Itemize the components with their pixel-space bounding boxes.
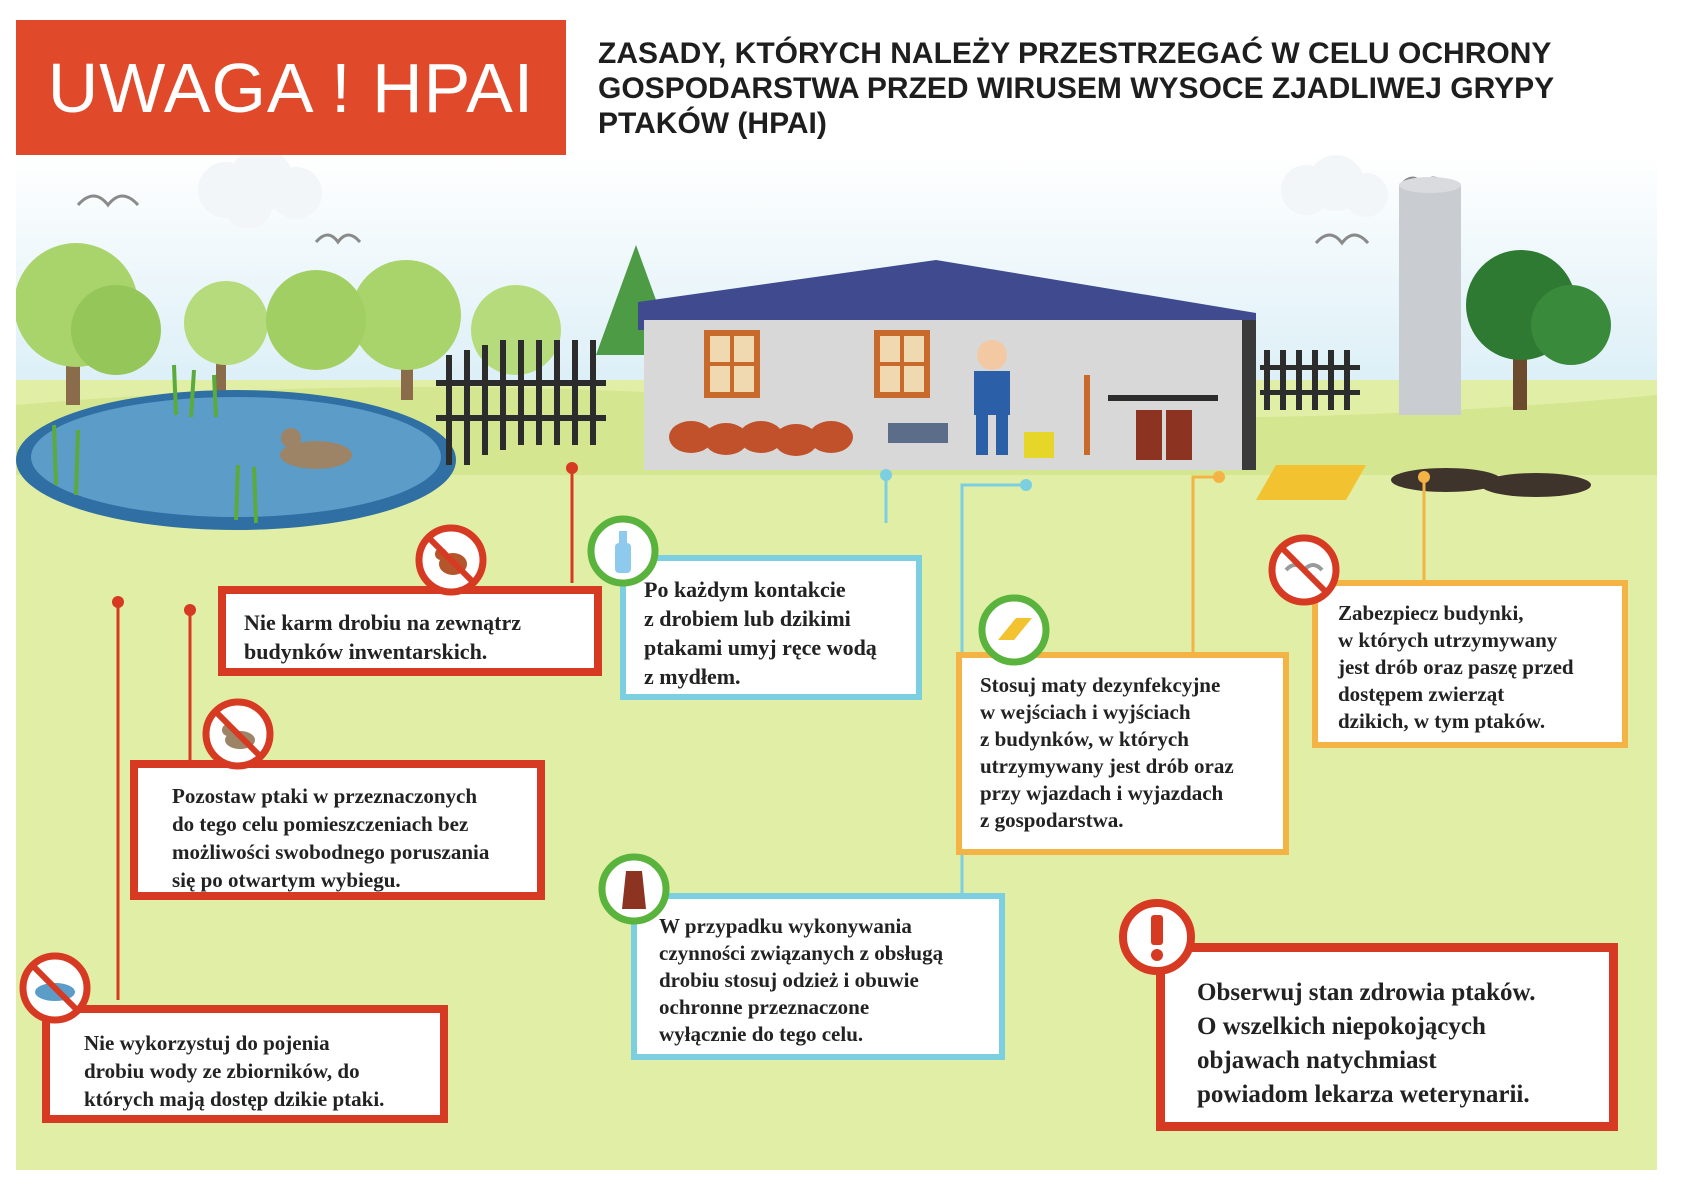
rule-no-outdoor-feeding (218, 586, 602, 676)
rule-clothing-line-4: ochronne przeznaczone (659, 995, 870, 1019)
rule-observe-line-4: powiadom lekarza weterynarii. (1197, 1081, 1530, 1108)
rule-water-line-2: drobiu wody ze zbiorników, do (84, 1059, 360, 1083)
apron-icon (596, 851, 672, 927)
silo (1399, 177, 1461, 415)
rule-mats-line-3: z budynków, w których (980, 727, 1189, 751)
rule-observe-line-2: O wszelkich niepokojących (1197, 1013, 1486, 1040)
rule-mats-line-1: Stosuj maty dezynfekcyjne (980, 673, 1221, 697)
no-bird-icon (1266, 532, 1342, 608)
banner-title: UWAGA ! HPAI (47, 48, 535, 127)
rule-housing-line-4: się po otwartym wybiegu. (172, 868, 401, 892)
rule-clothing-line-5: wyłącznie do tego celu. (659, 1022, 864, 1046)
rule-no-wild-water (42, 1005, 448, 1123)
chickens (669, 421, 853, 456)
no-chicken-icon (413, 522, 489, 598)
rule-secure-line-5: dzikich, w tym ptaków. (1338, 709, 1546, 733)
rule-mats-line-5: przy wjazdach i wyjazdach (980, 781, 1224, 805)
rule-housing-line-2: do tego celu pomieszczeniach bez (172, 812, 469, 836)
title-line-2: GOSPODARSTWA PRZED WIRUSEM WYSOCE ZJADLIWEJ GRYPY (598, 72, 1555, 105)
rule-secure-line-3: jest drób oraz paszę przed (1338, 655, 1574, 679)
rule-clothing-line-2: czynności związanych z obsługą (659, 941, 944, 965)
no-water-icon (17, 950, 93, 1026)
soap-bottle-icon (585, 513, 661, 589)
rule-clothing-line-3: drobiu stosuj odzież i obuwie (659, 968, 919, 992)
rule-mats-line-4: utrzymywany jest drób oraz (980, 754, 1234, 778)
rule-keep-birds-indoors (130, 760, 545, 900)
title-line-1: ZASADY, KTÓRYCH NALEŻY PRZESTRZEGAĆ W CELU OCHRONY (598, 37, 1552, 70)
rule-feeding-line-2: budynków inwentarskich. (244, 639, 488, 664)
rule-secure-line-4: dostępem zwierząt (1338, 682, 1505, 706)
rule-housing-line-1: Pozostaw ptaki w przeznaczonych (172, 784, 478, 808)
rule-protective-clothing (631, 893, 1005, 1060)
rule-water-line-1: Nie wykorzystuj do pojenia (84, 1031, 330, 1055)
rule-feeding-line-1: Nie karm drobiu na zewnątrz (244, 610, 522, 635)
rule-disinfection-mats (956, 652, 1289, 855)
rule-observe-line-3: objawach natychmiast (1197, 1047, 1437, 1074)
exclamation-icon (1117, 897, 1197, 977)
rule-secure-buildings (1312, 580, 1628, 748)
rule-secure-line-1: Zabezpiecz budynki, (1338, 601, 1524, 625)
rule-clothing-line-1: W przypadku wykonywania (659, 914, 912, 938)
rule-hands-line-4: z mydłem. (644, 664, 741, 689)
rule-hands-line-1: Po każdym kontakcie (644, 577, 846, 602)
rule-secure-line-2: w których utrzymywany (1338, 628, 1558, 652)
no-duck-icon (200, 696, 276, 772)
rule-observe-line-1: Obserwuj stan zdrowia ptaków. (1197, 979, 1536, 1006)
rule-hands-line-3: ptakami umyj ręce wodą (644, 635, 877, 660)
rule-hands-line-2: z drobiem lub dzikimi (644, 606, 851, 631)
rule-wash-hands (620, 555, 922, 700)
title-line-3: PTAKÓW (HPAI) (598, 107, 827, 140)
rule-housing-line-3: możliwości swobodnego poruszania (172, 840, 490, 864)
page-title (598, 36, 1658, 141)
rule-mats-line-6: z gospodarstwa. (980, 808, 1124, 832)
rule-observe-health (1156, 943, 1618, 1131)
rule-water-line-3: których mają dostęp dzikie ptaki. (84, 1087, 385, 1111)
rule-mats-line-2: w wejściach i wyjściach (980, 700, 1191, 724)
mat-icon (976, 592, 1052, 668)
